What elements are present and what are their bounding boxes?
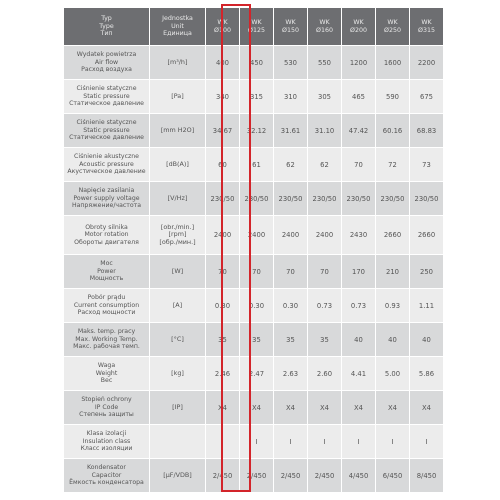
parameter-label-line: Napięcie zasilania (78, 187, 135, 195)
value-cell: X4 (206, 391, 239, 424)
value-cell: 34.67 (206, 114, 239, 147)
unit-line: [Pa] (171, 91, 184, 100)
value-cell: 230/50 (240, 182, 273, 215)
unit-line: [dB(A)] (166, 159, 189, 168)
parameter-label-line: Мощность (89, 275, 124, 283)
header-type (64, 8, 149, 45)
header-model (376, 8, 409, 45)
value-cell: 310 (274, 80, 307, 113)
model-series: WK (387, 19, 398, 27)
value-cell: 5.86 (410, 357, 443, 390)
value-cell: 230/50 (342, 182, 375, 215)
header-model (274, 8, 307, 45)
parameter-label-line: Power (97, 267, 116, 275)
value-cell: 68.83 (410, 114, 443, 147)
model-diameter: Ø125 (248, 26, 265, 34)
value-cell: X4 (410, 391, 443, 424)
value-cell: 40 (376, 323, 409, 356)
value-cell: 2400 (240, 216, 273, 254)
value-cell: 35 (240, 323, 273, 356)
model-series: WK (353, 19, 364, 27)
value-cell: 230/50 (206, 182, 239, 215)
parameter-label-line: Вес (100, 377, 113, 385)
parameter-label-line: Расход мощности (77, 309, 136, 317)
parameter-label-line: Insulation class (82, 437, 131, 445)
value-cell: 73 (410, 148, 443, 181)
parameter-label (64, 148, 149, 181)
value-cell: 0.30 (240, 289, 273, 322)
parameter-label-line: Weight (95, 369, 118, 377)
parameter-label (64, 289, 149, 322)
parameter-label (64, 391, 149, 424)
table-row (64, 289, 443, 322)
unit-cell (150, 459, 205, 492)
value-cell: I (410, 425, 443, 458)
unit-line: [обр./мин.] (159, 237, 196, 246)
value-cell: 5.00 (376, 357, 409, 390)
parameter-label-line: Расход воздуха (81, 66, 132, 74)
model-diameter: Ø160 (316, 26, 333, 34)
value-cell: 2.60 (308, 357, 341, 390)
model-series: WK (217, 19, 228, 27)
value-cell: 315 (240, 80, 273, 113)
model-series: WK (319, 19, 330, 27)
model-diameter: Ø150 (282, 26, 299, 34)
parameter-label-line: Motor rotation (84, 231, 129, 239)
parameter-label-line: Макс. рабочая темп. (73, 343, 140, 351)
value-cell: 550 (308, 46, 341, 79)
value-cell: 35 (274, 323, 307, 356)
value-cell: 62 (274, 148, 307, 181)
value-cell: X4 (274, 391, 307, 424)
table-row (64, 148, 443, 181)
table-row (64, 255, 443, 288)
value-cell: 35 (206, 323, 239, 356)
parameter-label (64, 46, 149, 79)
value-cell: 2430 (342, 216, 375, 254)
parameter-label-line: Статическое давление (69, 134, 144, 142)
model-diameter: Ø250 (384, 26, 401, 34)
parameter-label (64, 114, 149, 147)
parameter-label-line: Pobór prądu (87, 294, 126, 302)
value-cell: 72 (376, 148, 409, 181)
model-series: WK (421, 19, 432, 27)
value-cell: 70 (342, 148, 375, 181)
value-cell: 0.93 (376, 289, 409, 322)
value-cell: I (274, 425, 307, 458)
spec-body (64, 46, 443, 492)
unit-line: [°C] (171, 334, 184, 343)
header-unit (150, 8, 205, 45)
value-cell: 675 (410, 80, 443, 113)
value-cell: 2.63 (274, 357, 307, 390)
value-cell: X4 (308, 391, 341, 424)
value-cell: 35 (308, 323, 341, 356)
value-cell: 60 (206, 148, 239, 181)
value-cell: 61 (240, 148, 273, 181)
value-cell: 4/450 (342, 459, 375, 492)
value-cell: 2400 (274, 216, 307, 254)
model-series: WK (251, 19, 262, 27)
unit-cell (150, 289, 205, 322)
parameter-label-line: Класс изоляции (80, 445, 133, 453)
parameter-label-line: Акустическое давление (67, 168, 146, 176)
unit-line: [m³/h] (167, 57, 188, 66)
header-type-line: Typ (101, 15, 112, 23)
parameter-label-line: Acoustic pressure (79, 160, 134, 168)
parameter-label (64, 459, 149, 492)
table-row (64, 391, 443, 424)
parameter-label-line: Waga (97, 362, 116, 370)
table-row (64, 425, 443, 458)
unit-cell (150, 80, 205, 113)
unit-cell (150, 425, 205, 458)
value-cell: 70 (206, 255, 239, 288)
parameter-label (64, 425, 149, 458)
value-cell: 31.10 (308, 114, 341, 147)
header-model (342, 8, 375, 45)
parameter-label-line: IP Code (94, 403, 119, 411)
header-unit-line: Единица (163, 30, 192, 38)
parameter-label-line: Air flow (94, 58, 119, 66)
unit-line: [obr./min.] (160, 222, 195, 231)
model-diameter: Ø315 (418, 26, 435, 34)
header-unit-line: Jednostka (162, 15, 193, 23)
parameter-label-line: Static pressure (83, 92, 130, 100)
value-cell: 60.16 (376, 114, 409, 147)
spec-table (63, 7, 444, 493)
value-cell: 465 (342, 80, 375, 113)
parameter-label-line: Wydatek powietrza (76, 51, 137, 59)
value-cell: 0.30 (206, 289, 239, 322)
parameter-label-line: Klasa izolacji (86, 430, 127, 438)
unit-line: [IP] (172, 402, 183, 411)
unit-line: [W] (171, 266, 184, 275)
value-cell: I (240, 425, 273, 458)
value-cell: 0.30 (274, 289, 307, 322)
parameter-label-line: Stopień ochrony (81, 396, 132, 404)
value-cell: 2/450 (274, 459, 307, 492)
value-cell: 2400 (308, 216, 341, 254)
model-series: WK (285, 19, 296, 27)
table-row (64, 114, 443, 147)
value-cell: 230/50 (410, 182, 443, 215)
unit-cell (150, 148, 205, 181)
value-cell: 170 (342, 255, 375, 288)
value-cell: 6/450 (376, 459, 409, 492)
value-cell: 530 (274, 46, 307, 79)
value-cell: 1200 (342, 46, 375, 79)
parameter-label-line: Ciśnienie statyczne (76, 85, 137, 93)
value-cell: 0.73 (308, 289, 341, 322)
value-cell: 31.61 (274, 114, 307, 147)
parameter-label (64, 182, 149, 215)
value-cell: 230/50 (376, 182, 409, 215)
parameter-label-line: Max. Working Temp. (75, 335, 138, 343)
parameter-label-line: Capacitor (91, 471, 122, 479)
parameter-label-line: Ciśnienie akustyczne (74, 153, 139, 161)
parameter-label-line: Степень защиты (79, 411, 134, 419)
parameter-label-line: Ciśnienie statyczne (76, 119, 137, 127)
value-cell: I (342, 425, 375, 458)
value-cell: X4 (376, 391, 409, 424)
value-cell: 2/450 (206, 459, 239, 492)
value-cell: 0.73 (342, 289, 375, 322)
unit-cell (150, 255, 205, 288)
model-diameter: Ø200 (350, 26, 367, 34)
value-cell: 210 (376, 255, 409, 288)
header-model (308, 8, 341, 45)
parameter-label-line: Статическое давление (69, 100, 144, 108)
header-model (410, 8, 443, 45)
parameter-label-line: Ёмкость конденсатора (69, 479, 144, 487)
value-cell: 2.46 (206, 357, 239, 390)
value-cell: 2660 (410, 216, 443, 254)
value-cell: 340 (206, 80, 239, 113)
unit-line: [A] (172, 300, 183, 309)
parameter-label-line: Maks. temp. pracy (77, 328, 136, 336)
value-cell: 2/450 (240, 459, 273, 492)
parameter-label-line: Напряжение/частота (71, 202, 142, 210)
header-model (240, 8, 273, 45)
value-cell: 70 (274, 255, 307, 288)
value-cell: 2660 (376, 216, 409, 254)
value-cell: 47.42 (342, 114, 375, 147)
parameter-label (64, 255, 149, 288)
unit-line: [µF/VDB] (163, 470, 192, 479)
value-cell: 2/450 (308, 459, 341, 492)
unit-line: [rpm] (168, 230, 187, 239)
value-cell: X4 (240, 391, 273, 424)
value-cell: 2200 (410, 46, 443, 79)
header-model (206, 8, 239, 45)
model-diameter: Ø100 (214, 26, 231, 34)
parameter-label (64, 323, 149, 356)
table-row (64, 357, 443, 390)
value-cell: 1.11 (410, 289, 443, 322)
value-cell: 450 (240, 46, 273, 79)
value-cell: 62 (308, 148, 341, 181)
value-cell: 2400 (206, 216, 239, 254)
value-cell: 4.41 (342, 357, 375, 390)
value-cell: 230/50 (308, 182, 341, 215)
parameter-label-line: Kondensator (87, 464, 126, 472)
parameter-label-line: Static pressure (83, 126, 130, 134)
table-row (64, 46, 443, 79)
unit-line: [mm H2O] (160, 125, 195, 134)
unit-cell (150, 323, 205, 356)
header-type-line: Type (99, 22, 114, 30)
value-cell: 400 (206, 46, 239, 79)
unit-cell (150, 182, 205, 215)
value-cell: I (308, 425, 341, 458)
parameter-label-line: Obroty silnika (85, 223, 128, 231)
value-cell: 590 (376, 80, 409, 113)
unit-line: [V/Hz] (167, 193, 188, 202)
value-cell: 32.12 (240, 114, 273, 147)
unit-cell (150, 216, 205, 254)
value-cell: I (376, 425, 409, 458)
value-cell: 70 (308, 255, 341, 288)
value-cell: 230/50 (274, 182, 307, 215)
value-cell: 70 (240, 255, 273, 288)
table-row (64, 80, 443, 113)
value-cell: X4 (342, 391, 375, 424)
parameter-label (64, 80, 149, 113)
table-row (64, 182, 443, 215)
value-cell: 2.47 (240, 357, 273, 390)
unit-cell (150, 391, 205, 424)
unit-cell (150, 46, 205, 79)
table-row (64, 323, 443, 356)
unit-line: [kg] (171, 368, 184, 377)
parameter-label (64, 357, 149, 390)
value-cell: 40 (410, 323, 443, 356)
value-cell: 250 (410, 255, 443, 288)
value-cell: I (206, 425, 239, 458)
parameter-label-line: Moc (100, 260, 113, 268)
unit-cell (150, 357, 205, 390)
value-cell: 8/450 (410, 459, 443, 492)
parameter-label-line: Обороты двигателя (74, 238, 139, 246)
value-cell: 40 (342, 323, 375, 356)
value-cell: 305 (308, 80, 341, 113)
table-row (64, 216, 443, 254)
header-row (64, 8, 443, 45)
value-cell: 1600 (376, 46, 409, 79)
parameter-label (64, 216, 149, 254)
header-unit-line: Unit (171, 22, 184, 30)
unit-cell (150, 114, 205, 147)
parameter-label-line: Power supply voltage (73, 194, 140, 202)
table-row (64, 459, 443, 492)
parameter-label-line: Current consumption (73, 301, 140, 309)
header-type-line: Тип (100, 30, 113, 38)
